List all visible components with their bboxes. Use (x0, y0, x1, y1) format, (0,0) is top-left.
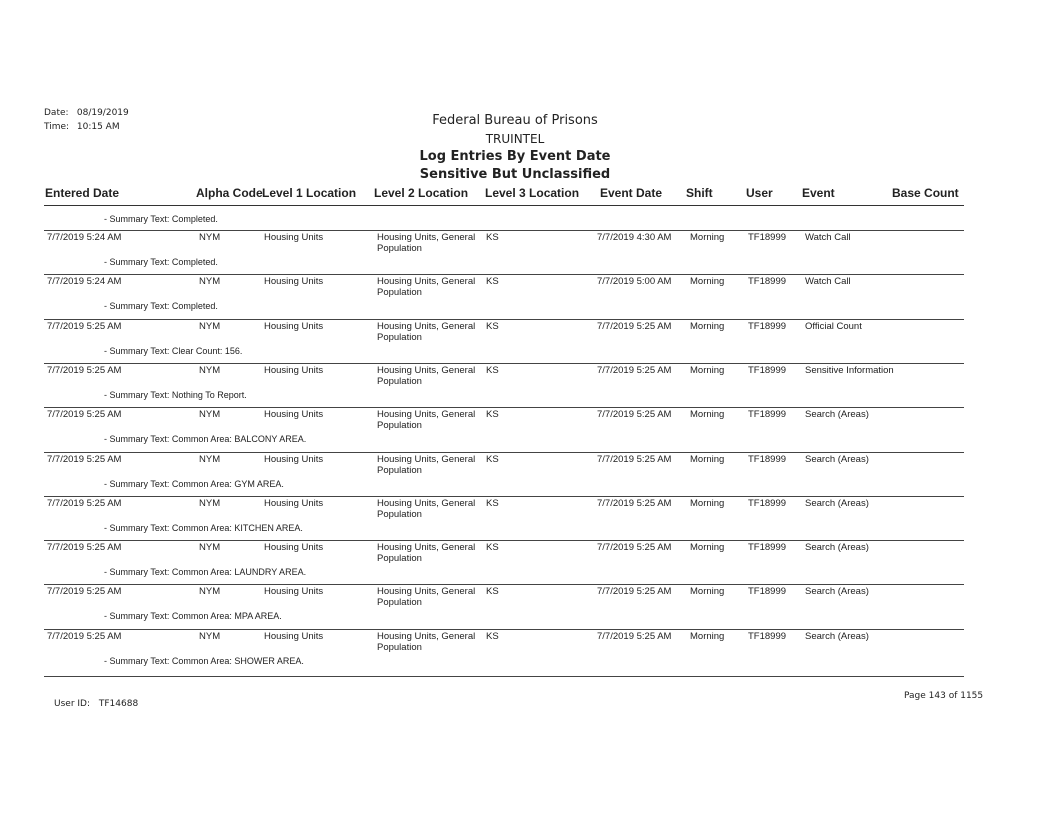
alpha-code-cell: NYM (199, 454, 221, 465)
row-divider (44, 230, 964, 231)
entered-date-cell: 7/7/2019 5:25 AM (47, 542, 122, 553)
time-value: 10:15 AM (76, 122, 120, 132)
level3-location-cell: KS (486, 454, 499, 465)
system-title: TRUINTEL (485, 132, 545, 146)
summary-text: - Summary Text: Common Area: MPA AREA. (104, 611, 282, 621)
event-date-cell: 7/7/2019 5:25 AM (597, 631, 672, 642)
event-cell: Official Count (805, 321, 862, 332)
level3-location-cell: KS (486, 542, 499, 553)
level1-location-cell: Housing Units (264, 586, 324, 597)
shift-cell: Morning (690, 276, 725, 287)
shift-cell: Morning (690, 542, 725, 553)
col-header-level3: Level 3 Location (485, 186, 580, 200)
entered-date-cell: 7/7/2019 5:25 AM (47, 498, 122, 509)
col-header-user: User (746, 186, 773, 200)
shift-cell: Morning (690, 454, 725, 465)
event-date-cell: 7/7/2019 5:25 AM (597, 454, 672, 465)
event-date-cell: 7/7/2019 4:30 AM (597, 232, 672, 243)
classification-label: Sensitive But Unclassified (419, 167, 611, 182)
shift-cell: Morning (690, 631, 725, 642)
entered-date-cell: 7/7/2019 5:25 AM (47, 631, 122, 642)
entered-date-cell: 7/7/2019 5:25 AM (47, 586, 122, 597)
level2-location-cell: Housing Units, General Population (377, 542, 476, 564)
level2-location-cell: Housing Units, General Population (377, 498, 476, 520)
level2-location-cell: Housing Units, General Population (377, 454, 476, 476)
level2-location-cell: Housing Units, General Population (377, 232, 476, 254)
time-label: Time: (44, 122, 70, 132)
level1-location-cell: Housing Units (264, 365, 324, 376)
event-date-cell: 7/7/2019 5:00 AM (597, 276, 672, 287)
level1-location-cell: Housing Units (264, 542, 324, 553)
alpha-code-cell: NYM (199, 498, 221, 509)
user-cell: TF18999 (748, 321, 787, 332)
summary-text: - Summary Text: Clear Count: 156. (104, 346, 243, 356)
event-cell: Search (Areas) (805, 454, 869, 465)
level2-location-cell: Housing Units, General Population (377, 631, 476, 653)
event-cell: Watch Call (805, 276, 851, 287)
user-cell: TF18999 (748, 454, 787, 465)
level1-location-cell: Housing Units (264, 631, 324, 642)
report-date (44, 108, 129, 118)
event-cell: Search (Areas) (805, 409, 869, 420)
row-divider (44, 584, 964, 585)
row-divider (44, 540, 964, 541)
col-header-event: Event (802, 186, 835, 200)
level3-location-cell: KS (486, 232, 499, 243)
col-header-shift: Shift (686, 186, 713, 200)
user-id-label: User ID: (54, 699, 90, 709)
user-cell: TF18999 (748, 409, 787, 420)
col-header-entered-date: Entered Date (45, 186, 120, 200)
event-cell: Search (Areas) (805, 586, 869, 597)
page-number: Page 143 of 1155 (904, 691, 984, 701)
level1-location-cell: Housing Units (264, 321, 324, 332)
col-header-base-count: Base Count (892, 186, 959, 200)
level2-location-cell: Housing Units, General Population (377, 321, 476, 343)
level1-location-cell: Housing Units (264, 232, 324, 243)
entered-date-cell: 7/7/2019 5:25 AM (47, 321, 122, 332)
event-cell: Watch Call (805, 232, 851, 243)
user-cell: TF18999 (748, 498, 787, 509)
col-header-level1: Level 1 Location (262, 186, 357, 200)
summary-text: - Summary Text: Common Area: SHOWER AREA. (104, 656, 304, 666)
level1-location-cell: Housing Units (264, 498, 324, 509)
row-divider (44, 629, 964, 630)
row-divider (44, 496, 964, 497)
level1-location-cell: Housing Units (264, 409, 324, 420)
level3-location-cell: KS (486, 409, 499, 420)
alpha-code-cell: NYM (199, 276, 221, 287)
user-cell: TF18999 (748, 631, 787, 642)
row-divider (44, 363, 964, 364)
row-divider (44, 274, 964, 275)
col-header-level2: Level 2 Location (374, 186, 469, 200)
level1-location-cell: Housing Units (264, 276, 324, 287)
report-time (44, 122, 120, 132)
summary-text: - Summary Text: Common Area: KITCHEN AREA. (104, 523, 303, 533)
alpha-code-cell: NYM (199, 365, 221, 376)
summary-text: - Summary Text: Completed. (104, 301, 218, 311)
header-divider (44, 205, 964, 206)
shift-cell: Morning (690, 498, 725, 509)
alpha-code-cell: NYM (199, 631, 221, 642)
row-divider (44, 319, 964, 320)
summary-text: - Summary Text: Completed. (104, 257, 218, 267)
entered-date-cell: 7/7/2019 5:25 AM (47, 409, 122, 420)
user-id-value: TF14688 (98, 699, 139, 709)
date-value: 08/19/2019 (76, 108, 129, 118)
report-title-block (370, 112, 660, 184)
report-title: Log Entries By Event Date (419, 149, 611, 164)
level3-location-cell: KS (486, 586, 499, 597)
event-date-cell: 7/7/2019 5:25 AM (597, 586, 672, 597)
level2-location-cell: Housing Units, General Population (377, 409, 476, 431)
shift-cell: Morning (690, 409, 725, 420)
user-cell: TF18999 (748, 365, 787, 376)
user-cell: TF18999 (748, 232, 787, 243)
shift-cell: Morning (690, 321, 725, 332)
event-date-cell: 7/7/2019 5:25 AM (597, 409, 672, 420)
summary-text: - Summary Text: Common Area: GYM AREA. (104, 479, 284, 489)
user-cell: TF18999 (748, 276, 787, 287)
alpha-code-cell: NYM (199, 409, 221, 420)
entered-date-cell: 7/7/2019 5:25 AM (47, 365, 122, 376)
alpha-code-cell: NYM (199, 321, 221, 332)
row-divider (44, 407, 964, 408)
event-cell: Search (Areas) (805, 631, 869, 642)
event-cell: Search (Areas) (805, 542, 869, 553)
event-date-cell: 7/7/2019 5:25 AM (597, 365, 672, 376)
event-cell: Sensitive Information (805, 365, 894, 376)
shift-cell: Morning (690, 365, 725, 376)
level2-location-cell: Housing Units, General Population (377, 365, 476, 387)
level3-location-cell: KS (486, 276, 499, 287)
summary-text: - Summary Text: Common Area: LAUNDRY AREA. (104, 567, 307, 577)
level3-location-cell: KS (486, 631, 499, 642)
user-cell: TF18999 (748, 586, 787, 597)
level1-location-cell: Housing Units (264, 454, 324, 465)
event-cell: Search (Areas) (805, 498, 869, 509)
summary-text: - Summary Text: Nothing To Report. (104, 390, 247, 400)
shift-cell: Morning (690, 586, 725, 597)
col-header-alpha-code: Alpha Code (196, 186, 263, 200)
agency-title: Federal Bureau of Prisons (432, 113, 598, 128)
alpha-code-cell: NYM (199, 232, 221, 243)
entered-date-cell: 7/7/2019 5:25 AM (47, 454, 122, 465)
alpha-code-cell: NYM (199, 586, 221, 597)
level3-location-cell: KS (486, 365, 499, 376)
entered-date-cell: 7/7/2019 5:24 AM (47, 276, 122, 287)
table-bottom-divider (44, 676, 964, 677)
summary-text: - Summary Text: Common Area: BALCONY AREA. (104, 434, 307, 444)
level2-location-cell: Housing Units, General Population (377, 586, 476, 608)
shift-cell: Morning (690, 232, 725, 243)
alpha-code-cell: NYM (199, 542, 221, 553)
col-header-event-date: Event Date (600, 186, 663, 200)
user-cell: TF18999 (748, 542, 787, 553)
event-date-cell: 7/7/2019 5:25 AM (597, 542, 672, 553)
level3-location-cell: KS (486, 321, 499, 332)
leading-summary-text: - Summary Text: Completed. (104, 214, 218, 224)
event-date-cell: 7/7/2019 5:25 AM (597, 321, 672, 332)
entered-date-cell: 7/7/2019 5:24 AM (47, 232, 122, 243)
level2-location-cell: Housing Units, General Population (377, 276, 476, 298)
row-divider (44, 452, 964, 453)
footer-user-id (54, 699, 138, 709)
date-label: Date: (44, 108, 69, 118)
event-date-cell: 7/7/2019 5:25 AM (597, 498, 672, 509)
level3-location-cell: KS (486, 498, 499, 509)
